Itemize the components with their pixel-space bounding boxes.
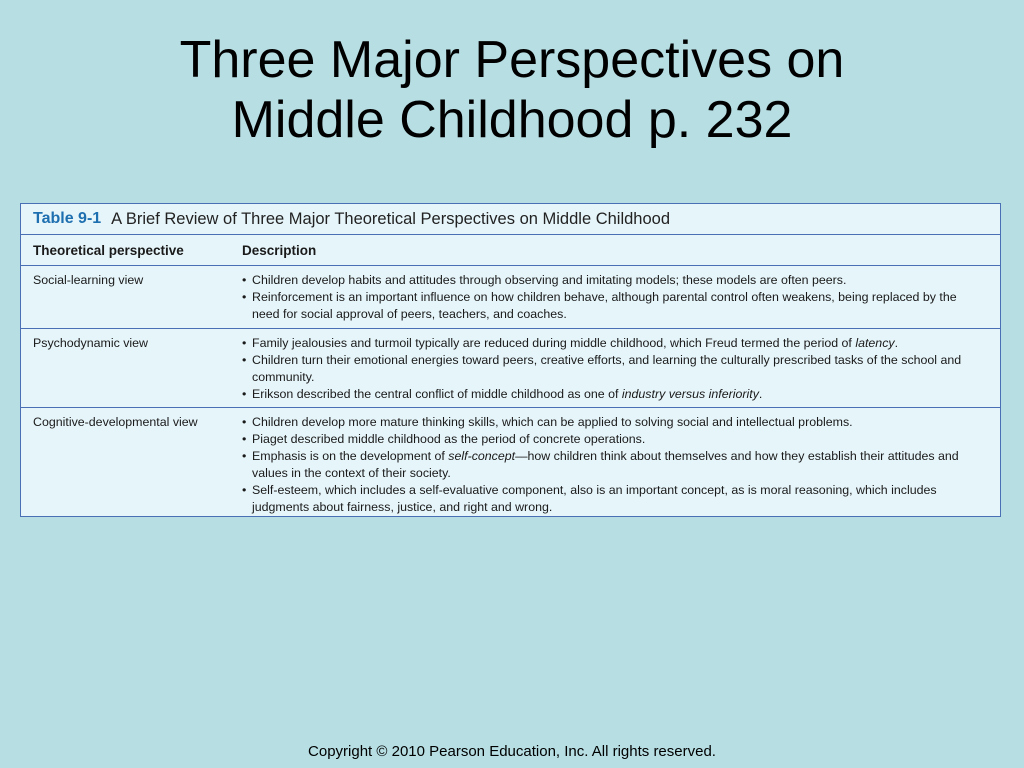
description-list — [242, 272, 984, 323]
description-bullet: • Piaget described middle childhood as the period of concrete operations. — [242, 431, 984, 448]
description-bullet: • Children develop more mature thinking skills, which can be applied to solving social and intellectual problems. — [242, 414, 984, 431]
slide-title — [0, 30, 1024, 150]
copyright-footer: Copyright © 2010 Pearson Education, Inc. All rights reserved. — [308, 743, 716, 760]
column-header-perspective: Theoretical perspective — [33, 242, 184, 258]
column-header-description: Description — [242, 242, 317, 258]
perspective-cell: Cognitive-developmental view — [33, 415, 198, 429]
table-row — [21, 266, 1000, 329]
table-number: Table 9-1 — [33, 210, 102, 227]
description-list — [242, 335, 984, 403]
description-bullet: • Erikson described the central conflict of middle childhood as one of industry versus inferiority. — [242, 386, 984, 403]
description-bullet: • Family jealousies and turmoil typically are reduced during middle childhood, which Freud termed the period of latency. — [242, 335, 984, 352]
italic-term: latency — [855, 336, 895, 350]
description-cell — [242, 408, 1000, 516]
table-row — [21, 329, 1000, 408]
table-header-row — [21, 235, 1000, 266]
description-bullet: • Self-esteem, which includes a self-evaluative component, also is an important concept, as is moral reasoning, which includes judgments about fairness, justice, and right and wrong. — [242, 482, 984, 516]
slide-title-line-2: Middle Childhood p. 232 — [231, 91, 793, 149]
table-caption-text: A Brief Review of Three Major Theoretical Perspectives on Middle Childhood — [111, 209, 671, 228]
slide-title-line-1: Three Major Perspectives on — [179, 31, 845, 89]
description-bullet: • Emphasis is on the development of self-concept—how children think about themselves and how they establish their attitudes and values in the context of their society. — [242, 448, 984, 482]
table-row — [21, 408, 1000, 516]
perspectives-table — [20, 203, 1001, 517]
description-bullet: • Children develop habits and attitudes through observing and imitating models; these models are often peers. — [242, 272, 984, 289]
table-caption — [21, 204, 1000, 235]
description-cell — [242, 266, 1000, 328]
perspective-cell: Psychodynamic view — [33, 336, 149, 350]
description-list — [242, 414, 984, 516]
description-bullet: • Children turn their emotional energies toward peers, creative efforts, and learning the culturally prescribed tasks of the school and community. — [242, 352, 984, 386]
italic-term: industry versus inferiority — [621, 387, 759, 401]
italic-term: self-concept — [448, 449, 516, 463]
perspective-cell: Social-learning view — [33, 273, 144, 287]
description-cell — [242, 329, 1000, 407]
description-bullet: • Reinforcement is an important influence on how children behave, although parental control often weakens, being replaced by the need for social approval of peers, teachers, and coaches. — [242, 289, 984, 323]
